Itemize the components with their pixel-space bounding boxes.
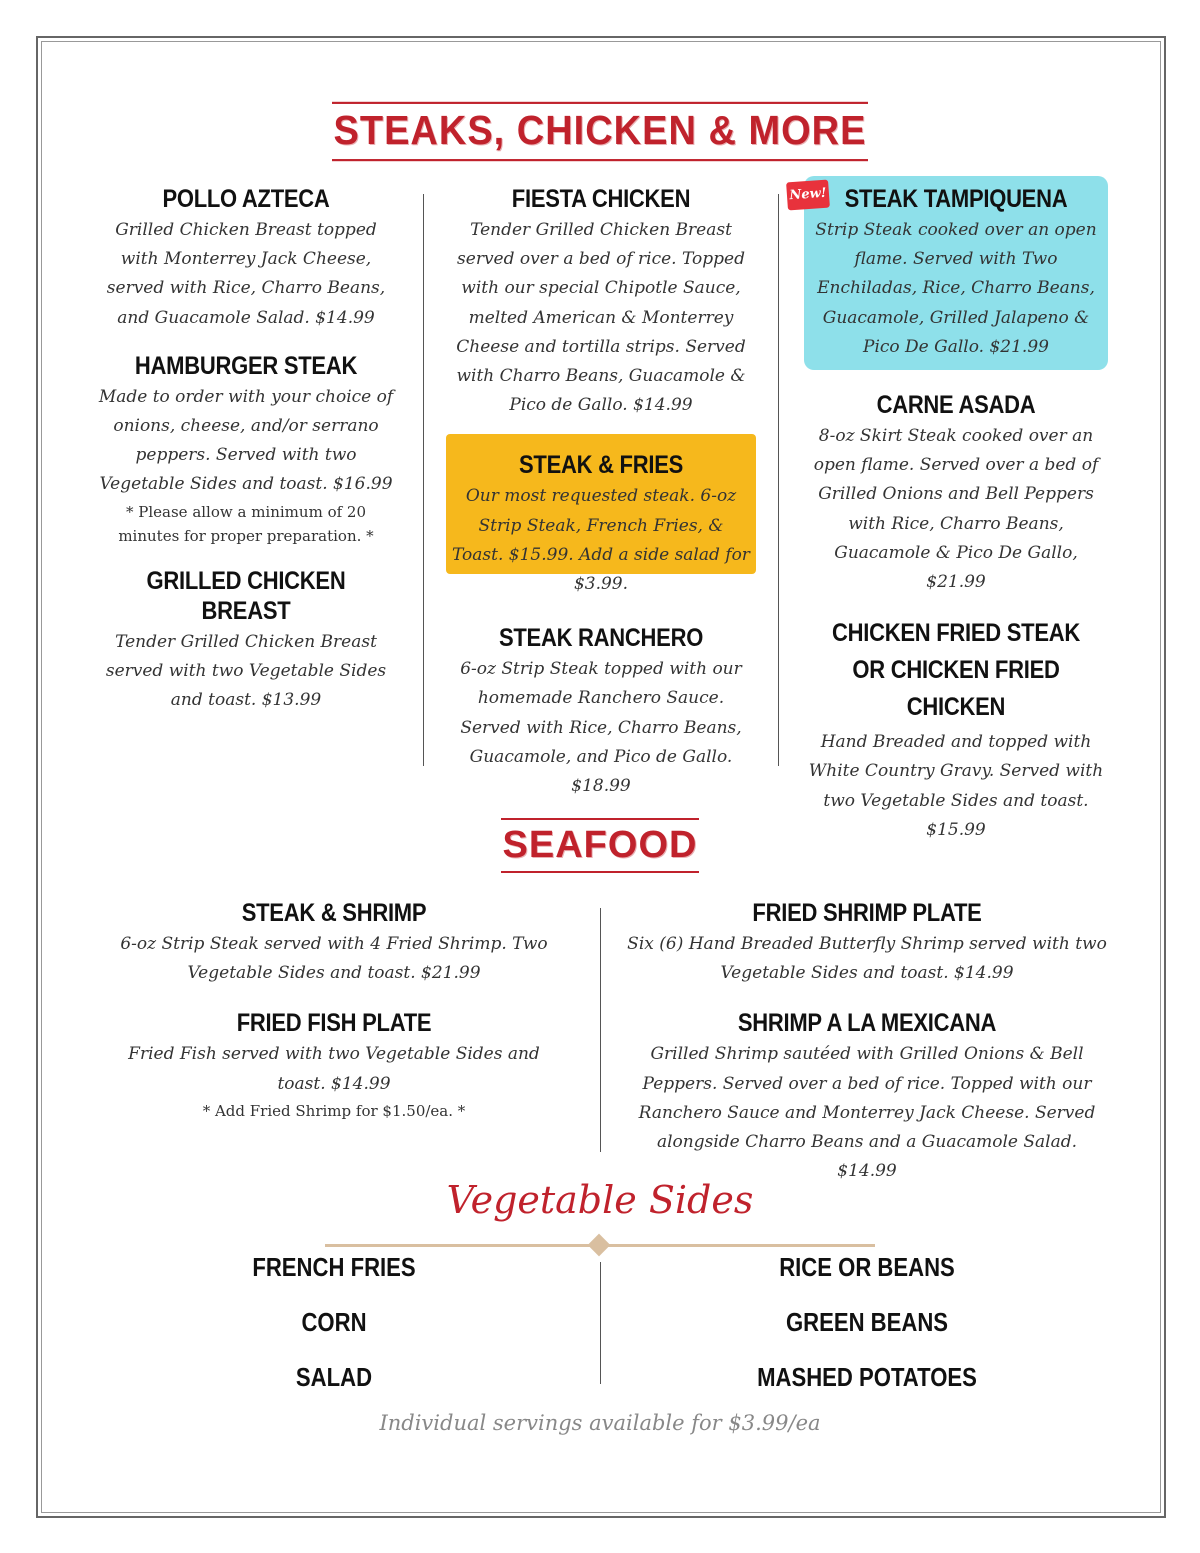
sides-column-left (184, 1240, 484, 1405)
menu-item-fried-fish-plate (118, 1008, 550, 1122)
column-divider (778, 194, 779, 766)
item-description: Tender Grilled Chicken Breast served over a bed of rice. Topped with our special Chipotle Sauce, melted American & Monterrey Cheese and tortilla strips. Served with Charro Beans, Guacamole & Pico de Gallo. $14.99 (456, 220, 746, 416)
item-name: GRILLED CHICKEN BREAST (146, 566, 346, 625)
seafood-column-left (118, 898, 550, 1141)
item-name: POLLO AZTECA (162, 185, 330, 213)
item-description: Our most requested steak. 6-oz Strip Steak, French Fries, & Toast. $15.99. Add a side salad for $3.99. (452, 486, 750, 595)
item-description: 8-oz Skirt Steak cooked over an open flame. Served over a bed of Grilled Onions and Bell Peppers with Rice, Charro Beans, Guacamole & Pico De Gallo, $21.99 (813, 426, 1099, 593)
item-description: Strip Steak cooked over an open flame. Served with Two Enchiladas, Rice, Charro Beans, Guacamole, Grilled Jalapeno & Pico De Gallo. $21.99 (815, 220, 1097, 357)
menu-item-steak-tampiquena (806, 184, 1106, 362)
item-description: Grilled Shrimp sautéed with Grilled Onions & Bell Peppers. Served over a bed of rice. Topped with our Ranchero Sauce and Monterrey Jack Cheese. Served alongside Charro Beans and a Guacamole Salad. $14.99 (638, 1044, 1096, 1182)
menu-item-steak-ranchero (452, 623, 750, 801)
menu-item-chicken-fried-steak (806, 615, 1106, 845)
steaks-column-2 (452, 184, 750, 819)
menu-item-shrimp-a-la-mexicana (626, 1008, 1108, 1186)
menu-item-fiesta-chicken (452, 184, 750, 420)
side-item: RICE OR BEANS (779, 1252, 955, 1282)
item-description: Six (6) Hand Breaded Butterfly Shrimp served with two Vegetable Sides and toast. $14.99 (627, 934, 1107, 984)
item-description: Tender Grilled Chicken Breast served with two Vegetable Sides and toast. $13.99 (105, 631, 387, 711)
item-description: 6-oz Strip Steak topped with our homemade Ranchero Sauce. Served with Rice, Charro Beans, Guacamole, and Pico de Gallo. $18.99 (460, 659, 742, 797)
vegetable-sides-title: Vegetable Sides (446, 1178, 754, 1222)
menu-item-fried-shrimp-plate (626, 898, 1108, 988)
item-description: Made to order with your choice of onions, cheese, and/or serrano peppers. Served with two Vegetable Sides and toast. $16.99 (98, 386, 394, 495)
menu-item-steak-and-shrimp (118, 898, 550, 988)
side-item: FRENCH FRIES (252, 1252, 416, 1282)
steaks-section-title (0, 104, 1200, 159)
item-name: HAMBURGER STEAK (134, 351, 358, 380)
menu-item-pollo-azteca (96, 184, 396, 333)
sides-pricing-note: Individual servings available for $3.99/ea (379, 1411, 821, 1435)
menu-item-hamburger-steak (96, 351, 396, 548)
item-name: FIESTA CHICKEN (511, 185, 691, 213)
item-name: CARNE ASADA (876, 391, 1036, 420)
menu-item-steak-and-fries (452, 450, 750, 599)
seafood-column-right (626, 898, 1108, 1204)
item-name: CHICKEN FRIED STEAK OR CHICKEN FRIED CHICKEN (832, 619, 1080, 722)
new-badge: New! (786, 180, 830, 211)
steaks-title-text: STEAKS, CHICKEN & MORE (332, 102, 869, 161)
side-item: CORN (301, 1307, 367, 1337)
side-item: SALAD (295, 1362, 373, 1392)
item-note: * Add Fried Shrimp for $1.50/ea. * (202, 1101, 466, 1120)
seafood-section-title (0, 818, 1200, 873)
item-description: 6-oz Strip Steak served with 4 Fried Shrimp. Two Vegetable Sides and toast. $21.99 (120, 934, 548, 984)
item-name: STEAK & FRIES (518, 451, 684, 480)
item-name: FRIED FISH PLATE (236, 1009, 432, 1038)
item-name: STEAK & SHRIMP (241, 899, 427, 927)
item-name: STEAK RANCHERO (498, 624, 704, 653)
sides-column-right (717, 1240, 1017, 1405)
item-name: STEAK TAMPIQUENA (844, 185, 1068, 213)
column-divider (423, 194, 424, 766)
item-description: Grilled Chicken Breast topped with Monterrey Jack Cheese, served with Rice, Charro Beans, and Guacamole Salad. $14.99 (106, 220, 386, 328)
side-item: MASHED POTATOES (757, 1362, 977, 1392)
menu-item-grilled-chicken-breast (96, 566, 396, 716)
column-divider (600, 908, 601, 1152)
seafood-title-text: SEAFOOD (501, 818, 700, 873)
item-description: Hand Breaded and topped with White Country Gravy. Served with two Vegetable Sides and toast. $15.99 (808, 732, 1104, 840)
item-note: * Please allow a minimum of 20 minutes for proper preparation. * (118, 502, 374, 545)
side-item: GREEN BEANS (785, 1307, 949, 1337)
item-name: FRIED SHRIMP PLATE (752, 899, 982, 927)
item-name: SHRIMP A LA MEXICANA (737, 1009, 997, 1038)
steaks-column-3 (806, 184, 1106, 863)
item-description: Fried Fish served with two Vegetable Sides and toast. $14.99 (128, 1044, 540, 1094)
steaks-column-1 (96, 184, 396, 733)
column-divider (600, 1262, 601, 1384)
menu-item-carne-asada (806, 390, 1106, 597)
